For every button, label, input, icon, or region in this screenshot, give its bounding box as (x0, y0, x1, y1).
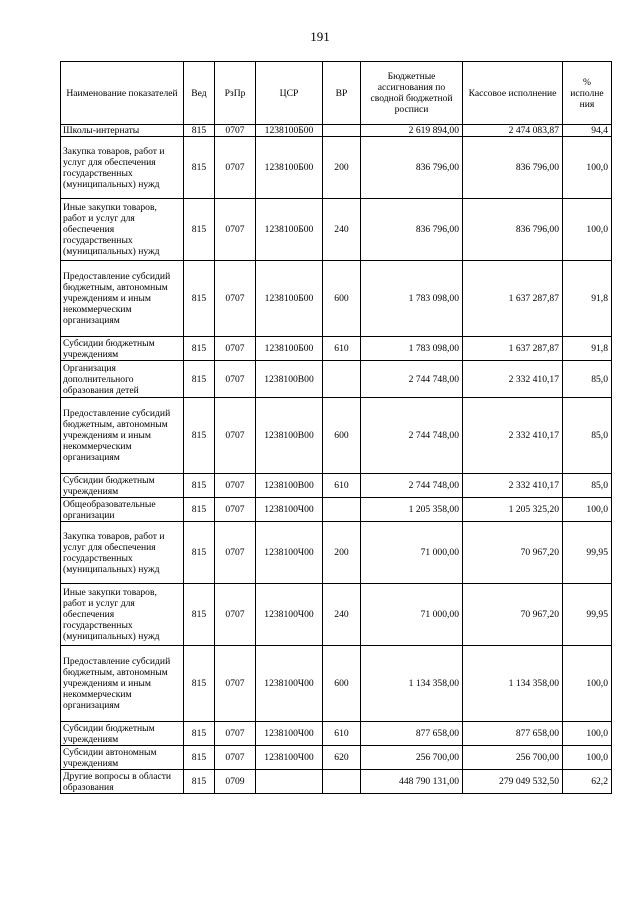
row-cash-execution: 836 796,00 (463, 199, 563, 261)
row-allocation: 1 134 358,00 (361, 646, 463, 722)
row-name: Субсидии бюджетным учреждениям (61, 722, 184, 746)
row-vr: 200 (323, 522, 361, 584)
table-row (61, 722, 612, 746)
row-percent: 100,0 (563, 137, 612, 199)
row-ved: 815 (184, 770, 215, 794)
row-csr: 1238100Ч00 (256, 584, 323, 646)
table-row (61, 199, 612, 261)
row-cash-execution: 1 205 325,20 (463, 498, 563, 522)
table-body (61, 125, 612, 794)
row-ved: 815 (184, 199, 215, 261)
row-name: Субсидии бюджетным учреждениям (61, 337, 184, 361)
row-vr: 600 (323, 398, 361, 474)
header-rzpr: РзПр (215, 62, 256, 125)
row-name: Предоставление субсидий бюджетным, автономным учреждениям и иным некоммерческим организациям (61, 398, 184, 474)
row-rzpr: 0707 (215, 125, 256, 137)
row-cash-execution: 1 637 287,87 (463, 337, 563, 361)
row-rzpr: 0707 (215, 646, 256, 722)
row-percent: 99,95 (563, 522, 612, 584)
table-row (61, 746, 612, 770)
row-cash-execution: 836 796,00 (463, 137, 563, 199)
table-header-row (61, 62, 612, 125)
row-vr: 600 (323, 646, 361, 722)
page-number: 191 (310, 29, 330, 44)
row-allocation: 71 000,00 (361, 522, 463, 584)
row-cash-execution: 1 134 358,00 (463, 646, 563, 722)
row-percent: 99,95 (563, 584, 612, 646)
row-ved: 815 (184, 722, 215, 746)
row-percent: 100,0 (563, 498, 612, 522)
row-percent: 94,4 (563, 125, 612, 137)
row-name: Другие вопросы в области образования (61, 770, 184, 794)
row-ved: 815 (184, 498, 215, 522)
row-allocation: 836 796,00 (361, 137, 463, 199)
row-rzpr: 0707 (215, 199, 256, 261)
row-ved: 815 (184, 261, 215, 337)
row-csr: 1238100Ч00 (256, 646, 323, 722)
row-name: Предоставление субсидий бюджетным, автономным учреждениям и иным некоммерческим организациям (61, 261, 184, 337)
row-csr: 1238100Б00 (256, 261, 323, 337)
row-cash-execution: 2 332 410,17 (463, 361, 563, 398)
row-percent: 100,0 (563, 746, 612, 770)
row-vr: 240 (323, 584, 361, 646)
row-percent: 91,8 (563, 261, 612, 337)
row-cash-execution: 2 332 410,17 (463, 474, 563, 498)
row-cash-execution: 2 474 083,87 (463, 125, 563, 137)
row-name: Закупка товаров, работ и услуг для обеспечения государственных (муниципальных) нужд (61, 522, 184, 584)
row-vr: 200 (323, 137, 361, 199)
row-vr: 620 (323, 746, 361, 770)
header-allocations: Бюджетные ассигнования по сводной бюджетной росписи (361, 62, 463, 125)
row-vr: 600 (323, 261, 361, 337)
row-allocation: 2 744 748,00 (361, 361, 463, 398)
table-row (61, 361, 612, 398)
row-vr: 610 (323, 474, 361, 498)
row-csr: 1238100Ч00 (256, 498, 323, 522)
row-vr (323, 770, 361, 794)
header-vr: ВР (323, 62, 361, 125)
row-allocation: 448 790 131,00 (361, 770, 463, 794)
row-ved: 815 (184, 522, 215, 584)
table-row (61, 584, 612, 646)
row-name: Субсидии автономным учреждениям (61, 746, 184, 770)
row-allocation: 877 658,00 (361, 722, 463, 746)
row-rzpr: 0707 (215, 137, 256, 199)
table-row (61, 498, 612, 522)
table-row (61, 770, 612, 794)
row-vr: 610 (323, 722, 361, 746)
row-vr (323, 498, 361, 522)
row-cash-execution: 70 967,20 (463, 522, 563, 584)
row-name: Предоставление субсидий бюджетным, автономным учреждениям и иным некоммерческим организациям (61, 646, 184, 722)
row-rzpr: 0707 (215, 361, 256, 398)
row-csr: 1238100Ч00 (256, 746, 323, 770)
row-allocation: 1 783 098,00 (361, 337, 463, 361)
row-ved: 815 (184, 746, 215, 770)
row-name: Иные закупки товаров, работ и услуг для обеспечения государственных (муниципальных) нужд (61, 199, 184, 261)
row-allocation: 2 619 894,00 (361, 125, 463, 137)
row-name: Общеобразовательные организации (61, 498, 184, 522)
row-ved: 815 (184, 361, 215, 398)
row-rzpr: 0707 (215, 722, 256, 746)
row-rzpr: 0707 (215, 498, 256, 522)
row-percent: 62,2 (563, 770, 612, 794)
row-percent: 91,8 (563, 337, 612, 361)
row-cash-execution: 1 637 287,87 (463, 261, 563, 337)
row-ved: 815 (184, 137, 215, 199)
row-ved: 815 (184, 584, 215, 646)
table-row (61, 474, 612, 498)
row-ved: 815 (184, 474, 215, 498)
row-csr: 1238100В00 (256, 361, 323, 398)
table-row (61, 398, 612, 474)
row-percent: 85,0 (563, 474, 612, 498)
row-rzpr: 0709 (215, 770, 256, 794)
table-row (61, 337, 612, 361)
row-vr (323, 125, 361, 137)
header-ved: Вед (184, 62, 215, 125)
row-name: Иные закупки товаров, работ и услуг для обеспечения государственных (муниципальных) нужд (61, 584, 184, 646)
row-percent: 100,0 (563, 199, 612, 261)
row-cash-execution: 70 967,20 (463, 584, 563, 646)
budget-execution-table (60, 61, 612, 794)
header-execution-percent: % исполне ния (563, 62, 612, 125)
row-rzpr: 0707 (215, 261, 256, 337)
row-allocation: 836 796,00 (361, 199, 463, 261)
row-rzpr: 0707 (215, 398, 256, 474)
row-csr: 1238100Ч00 (256, 722, 323, 746)
row-rzpr: 0707 (215, 584, 256, 646)
row-ved: 815 (184, 125, 215, 137)
table-row (61, 125, 612, 137)
row-vr: 610 (323, 337, 361, 361)
row-csr: 1238100Б00 (256, 125, 323, 137)
row-allocation: 1 205 358,00 (361, 498, 463, 522)
header-name: Наименование показателей (61, 62, 184, 125)
row-vr: 240 (323, 199, 361, 261)
row-allocation: 1 783 098,00 (361, 261, 463, 337)
row-csr: 1238100В00 (256, 398, 323, 474)
row-allocation: 2 744 748,00 (361, 398, 463, 474)
table-row (61, 137, 612, 199)
row-rzpr: 0707 (215, 746, 256, 770)
row-percent: 85,0 (563, 398, 612, 474)
header-cash-execution: Кассовое исполнение (463, 62, 563, 125)
row-name: Школы-интернаты (61, 125, 184, 137)
row-allocation: 71 000,00 (361, 584, 463, 646)
row-allocation: 256 700,00 (361, 746, 463, 770)
row-allocation: 2 744 748,00 (361, 474, 463, 498)
row-cash-execution: 2 332 410,17 (463, 398, 563, 474)
row-name: Субсидии бюджетным учреждениям (61, 474, 184, 498)
row-rzpr: 0707 (215, 337, 256, 361)
row-ved: 815 (184, 337, 215, 361)
row-percent: 100,0 (563, 722, 612, 746)
row-name: Закупка товаров, работ и услуг для обеспечения государственных (муниципальных) нужд (61, 137, 184, 199)
row-cash-execution: 877 658,00 (463, 722, 563, 746)
row-csr (256, 770, 323, 794)
row-vr (323, 361, 361, 398)
row-rzpr: 0707 (215, 522, 256, 584)
row-percent: 85,0 (563, 361, 612, 398)
table-row (61, 646, 612, 722)
row-csr: 1238100Ч00 (256, 522, 323, 584)
row-csr: 1238100Б00 (256, 199, 323, 261)
row-cash-execution: 279 049 532,50 (463, 770, 563, 794)
row-csr: 1238100В00 (256, 474, 323, 498)
row-name: Организация дополнительного образования детей (61, 361, 184, 398)
row-ved: 815 (184, 398, 215, 474)
table-row (61, 261, 612, 337)
row-csr: 1238100Б00 (256, 337, 323, 361)
row-cash-execution: 256 700,00 (463, 746, 563, 770)
row-rzpr: 0707 (215, 474, 256, 498)
row-ved: 815 (184, 646, 215, 722)
table-row (61, 522, 612, 584)
row-percent: 100,0 (563, 646, 612, 722)
row-csr: 1238100Б00 (256, 137, 323, 199)
header-csr: ЦСР (256, 62, 323, 125)
